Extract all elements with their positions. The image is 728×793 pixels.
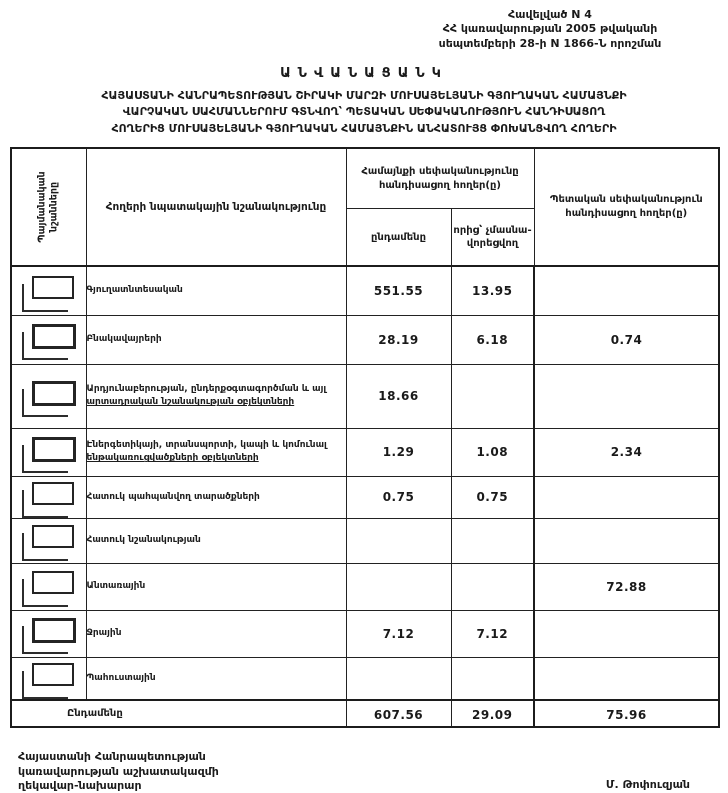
value-total: 7.12	[346, 610, 451, 657]
legend-symbol-icon	[21, 437, 79, 473]
value-total: 1.29	[346, 428, 451, 476]
header-symbols-label: Պայմանական նշանները	[36, 171, 60, 244]
symbol-cell	[11, 657, 86, 700]
land-category: Ջրային	[86, 610, 346, 657]
value-state: 2.34	[534, 428, 719, 476]
total-value-non-privatized: 29.09	[451, 700, 534, 727]
appendix-decision-line: սեպտեմբերի 28-ի N 1866-Ն որոշման	[438, 36, 662, 50]
subtitle-line-3: ՀՈՂԵՐԻՑ ՄՈՒՍԱՅԵԼՅԱՆԻ ԳՅՈՒՂԱԿԱՆ ՀԱՄԱՅՆՔԻՆ ԱՆՀԱՏՈՒՅՑ ՓՈԽԱՆՑՎՈՂ ՀՈՂԵՐԻ	[111, 121, 617, 135]
value-non-privatized: 6.18	[451, 315, 534, 364]
symbol-cell	[11, 610, 86, 657]
land-category: Պահուստային	[86, 657, 346, 700]
land-category: Արդյունաբերության, ընդերքօգտագործման և այլ արտադրական նշանակության օբյեկտների	[86, 364, 346, 428]
value-total	[346, 563, 451, 610]
value-non-privatized	[451, 563, 534, 610]
document-subtitle	[0, 88, 728, 138]
subtitle-line-1: ՀԱՅԱՍՏԱՆԻ ՀԱՆՐԱՊԵՏՈՒԹՅԱՆ ՇԻՐԱԿԻ ՄԱՐԶԻ ՄՈՒՍԱՅԵԼՅԱՆԻ ԳՅՈՒՂԱԿԱՆ ՀԱՄԱՅՆՔԻ	[101, 88, 627, 102]
land-table	[10, 147, 720, 728]
legend-symbol-icon	[21, 276, 79, 312]
symbol-cell	[11, 563, 86, 610]
value-non-privatized	[451, 518, 534, 563]
total-label: Ընդամենը	[11, 700, 346, 727]
header-purpose: Հողերի նպատակային նշանակությունը	[86, 148, 346, 266]
land-category: Հատուկ նշանակության	[86, 518, 346, 563]
signatory-line-1: Հայաստանի Հանրապետության	[18, 750, 206, 764]
table-row	[11, 428, 719, 476]
symbol-cell	[11, 315, 86, 364]
table-row	[11, 315, 719, 364]
value-total: 18.66	[346, 364, 451, 428]
value-state	[534, 610, 719, 657]
signatory-name: Մ. Թոփուզյան	[605, 778, 690, 792]
legend-symbol-icon	[21, 482, 79, 518]
signature-block	[18, 750, 690, 793]
total-value-total: 607.56	[346, 700, 451, 727]
value-total	[346, 518, 451, 563]
symbol-cell	[11, 364, 86, 428]
legend-symbol-icon	[21, 663, 79, 699]
symbol-cell	[11, 266, 86, 315]
land-category: Էներգետիկայի, տրանսպորտի, կապի և կոմունալ ենթակառուցվածքների օբյեկտների	[86, 428, 346, 476]
land-category: Անտառային	[86, 563, 346, 610]
appendix-reference	[382, 8, 718, 51]
table-row	[11, 266, 719, 315]
table-row	[11, 476, 719, 518]
signatory-title	[18, 750, 219, 793]
total-row	[11, 700, 719, 727]
symbol-cell	[11, 518, 86, 563]
value-state	[534, 476, 719, 518]
value-state	[534, 518, 719, 563]
subtitle-line-2: ՎԱՐՉԱԿԱՆ ՍԱՀՄԱՆՆԵՐՈՒՄ ԳՏՆՎՈՂ՝ ՊԵՏԱԿԱՆ ՍԵՓԱԿԱՆՈՒԹՅՈՒՆ ՀԱՆԴԻՍԱՑՈՂ	[122, 105, 606, 119]
land-category: Գյուղատնտեսական	[86, 266, 346, 315]
appendix-gov-line: ՀՀ կառավարության 2005 թվականի	[442, 22, 658, 36]
legend-symbol-icon	[21, 324, 79, 360]
table-row	[11, 364, 719, 428]
header-community-lands: Համայնքի սեփականությունը հանդիսացող հողեր(ը)	[346, 148, 534, 208]
legend-symbol-icon	[21, 618, 79, 654]
value-total: 28.19	[346, 315, 451, 364]
legend-symbol-icon	[21, 525, 79, 561]
appendix-number: Հավելված N 4	[508, 8, 592, 21]
value-state: 0.74	[534, 315, 719, 364]
signatory-line-2: կառավարության աշխատակազմի	[18, 764, 219, 778]
value-non-privatized: 1.08	[451, 428, 534, 476]
header-total: ընդամենը	[346, 208, 451, 266]
legend-symbol-icon	[21, 381, 79, 417]
value-state	[534, 266, 719, 315]
table-row	[11, 518, 719, 563]
land-category: Հատուկ պահպանվող տարածքների	[86, 476, 346, 518]
symbol-cell	[11, 428, 86, 476]
value-state	[534, 657, 719, 700]
value-total	[346, 657, 451, 700]
value-total: 551.55	[346, 266, 451, 315]
value-non-privatized: 7.12	[451, 610, 534, 657]
value-state: 72.88	[534, 563, 719, 610]
header-of-which-non-privatized: որից՝ չմասնա- վորեցվող	[451, 208, 534, 266]
value-non-privatized	[451, 364, 534, 428]
page-title: ԱՆՎԱՆԱՑԱՆԿ	[280, 65, 448, 81]
header-symbols	[11, 148, 86, 266]
value-non-privatized: 0.75	[451, 476, 534, 518]
legend-symbol-icon	[21, 571, 79, 607]
value-non-privatized: 13.95	[451, 266, 534, 315]
land-category: Բնակավայրերի	[86, 315, 346, 364]
value-non-privatized	[451, 657, 534, 700]
table-row	[11, 657, 719, 700]
value-total: 0.75	[346, 476, 451, 518]
table-row	[11, 563, 719, 610]
value-state	[534, 364, 719, 428]
header-state-lands: Պետական սեփականություն հանդիսացող հողեր(ը)	[534, 148, 719, 266]
total-value-state: 75.96	[534, 700, 719, 727]
symbol-cell	[11, 476, 86, 518]
signatory-line-3: ղեկավար-նախարար	[18, 778, 142, 792]
table-row	[11, 610, 719, 657]
